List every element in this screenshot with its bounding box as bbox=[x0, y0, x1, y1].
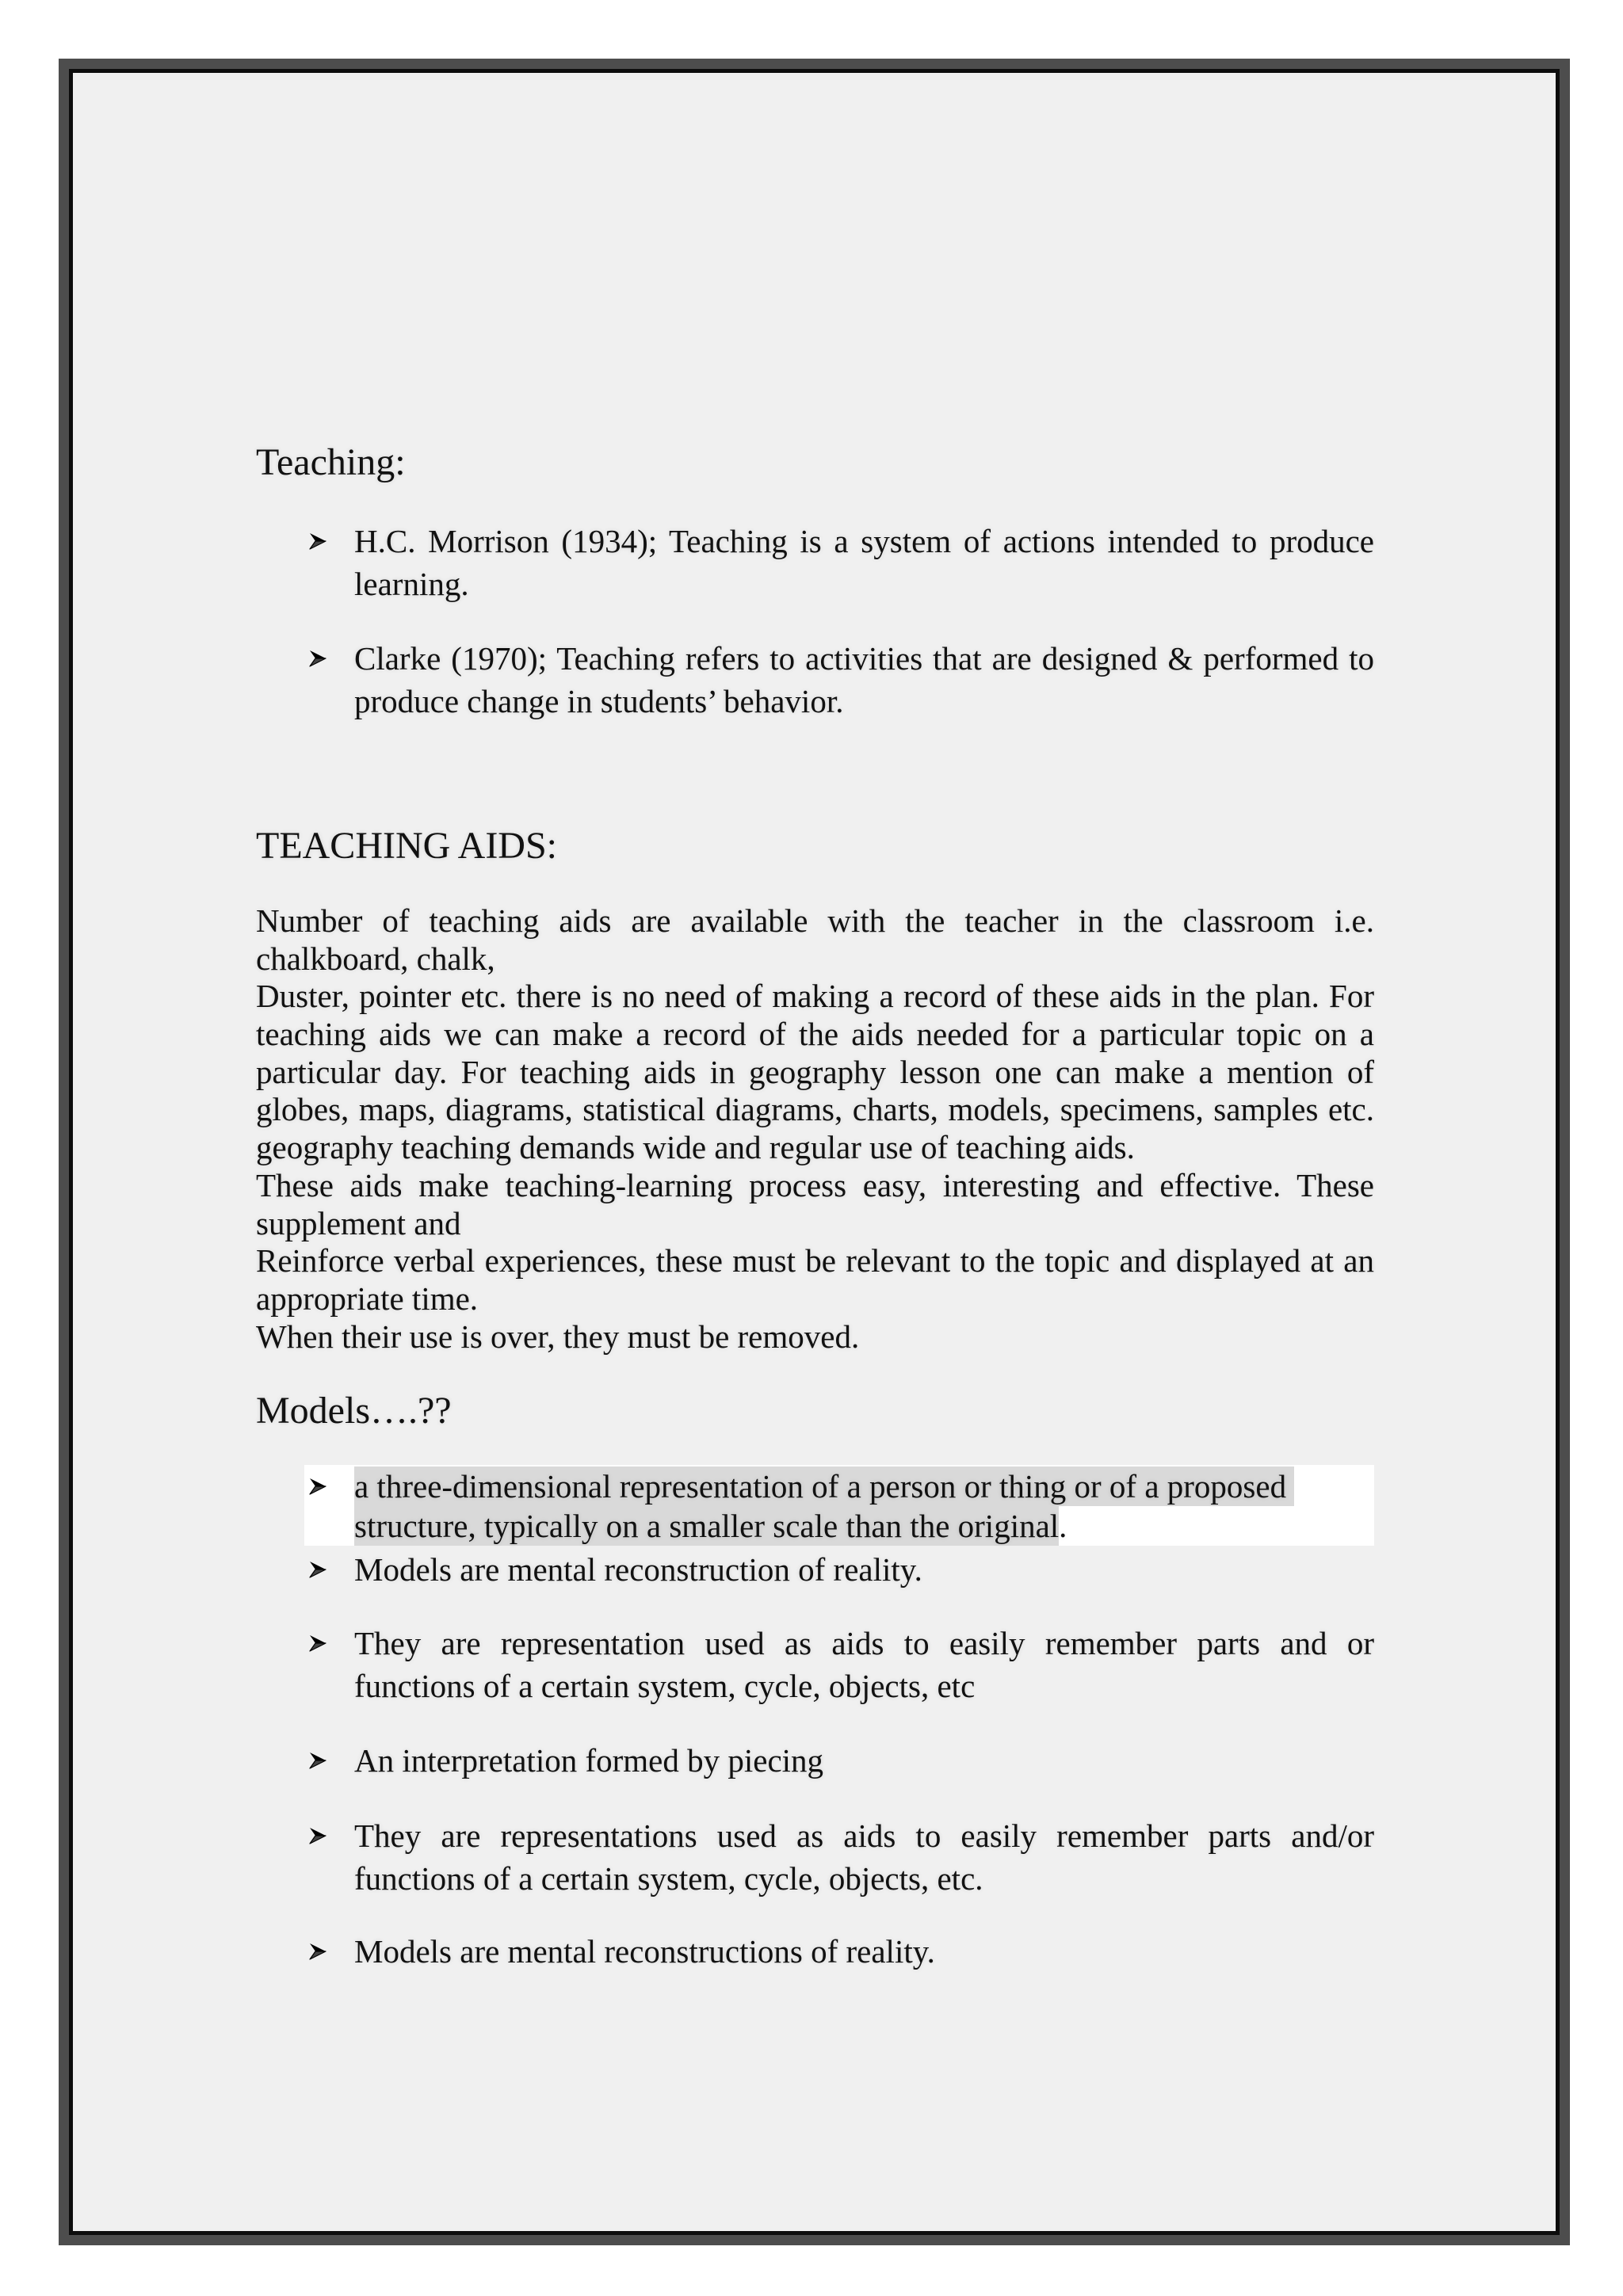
paragraph-line: Duster, pointer etc. there is no need of making a record of these aids in the plan. For bbox=[256, 978, 1374, 1015]
bullet-line: They are representations used as aids to easily remember parts and/or bbox=[354, 1817, 1374, 1854]
bullet-line: functions of a certain system, cycle, objects, etc bbox=[354, 1668, 976, 1704]
bullet-line: learning. bbox=[354, 566, 469, 602]
sentence-end: . bbox=[1059, 1508, 1067, 1544]
bullet-arrow-icon bbox=[309, 1752, 327, 1769]
bullet-text bbox=[354, 1930, 1374, 1973]
bullet-text bbox=[354, 520, 1374, 605]
teaching-heading: Teaching: bbox=[256, 441, 406, 483]
paragraph-line: particular day. For teaching aids in geography lesson one can make a mention of bbox=[256, 1053, 1374, 1090]
bullet-text bbox=[354, 1548, 1374, 1591]
bullet-line: They are representation used as aids to easily remember parts and or bbox=[354, 1625, 1374, 1661]
teaching-aids-paragraph bbox=[256, 902, 1374, 1356]
bullet-arrow-icon bbox=[309, 532, 327, 550]
bullet-text bbox=[354, 1739, 1374, 1782]
bullet-arrow-icon bbox=[309, 1943, 327, 1960]
paragraph-line: appropriate time. bbox=[256, 1280, 479, 1317]
bullet-text bbox=[354, 1466, 1374, 1546]
paragraph-line: teaching aids we can make a record of the aids needed for a particular topic on a bbox=[256, 1016, 1374, 1053]
models-heading: Models….?? bbox=[256, 1390, 452, 1432]
bullet-line: An interpretation formed by piecing bbox=[354, 1742, 824, 1779]
paragraph-line: supplement and bbox=[256, 1204, 461, 1241]
bullet-line: functions of a certain system, cycle, objects, etc. bbox=[354, 1860, 983, 1897]
paragraph-line: Reinforce verbal experiences, these must be relevant to the topic and displayed at an bbox=[256, 1242, 1374, 1280]
bullet-line: H.C. Morrison (1934); Teaching is a system of actions intended to produce bbox=[354, 523, 1374, 559]
highlighted-line bbox=[354, 1466, 1374, 1506]
bullet-text bbox=[354, 1814, 1374, 1900]
paragraph-line: These aids make teaching-learning process easy, interesting and effective. These bbox=[256, 1166, 1374, 1203]
bullet-line: Models are mental reconstruction of reality. bbox=[354, 1551, 922, 1588]
bullet-arrow-icon bbox=[309, 1634, 327, 1652]
bullet-arrow-icon bbox=[309, 1827, 327, 1844]
paragraph-line: globes, maps, diagrams, statistical diagrams, charts, models, specimens, samples etc. bbox=[256, 1091, 1374, 1128]
bullet-line: produce change in students’ behavior. bbox=[354, 683, 844, 719]
bullet-arrow-icon bbox=[309, 1478, 327, 1495]
highlighted-text: a three-dimensional representation of a person or thing or of a proposed bbox=[354, 1468, 1295, 1505]
teaching-aids-heading: TEACHING AIDS: bbox=[256, 825, 557, 867]
bullet-text bbox=[354, 637, 1374, 723]
highlighted-text: structure, typically on a smaller scale than the original bbox=[354, 1508, 1060, 1544]
paragraph-line: When their use is over, they must be removed. bbox=[256, 1318, 860, 1355]
highlighted-line bbox=[354, 1506, 1374, 1546]
bullet-line: Models are mental reconstructions of reality. bbox=[354, 1933, 935, 1970]
bullet-arrow-icon bbox=[309, 650, 327, 667]
paragraph-line: chalkboard, chalk, bbox=[256, 940, 495, 977]
paragraph-line: geography teaching demands wide and regular use of teaching aids. bbox=[256, 1129, 1135, 1166]
bullet-line: Clarke (1970); Teaching refers to activities that are designed & performed to bbox=[354, 640, 1374, 677]
bullet-arrow-icon bbox=[309, 1561, 327, 1578]
bullet-text bbox=[354, 1622, 1374, 1707]
paragraph-line: Number of teaching aids are available with the teacher in the classroom i.e. bbox=[256, 902, 1374, 939]
